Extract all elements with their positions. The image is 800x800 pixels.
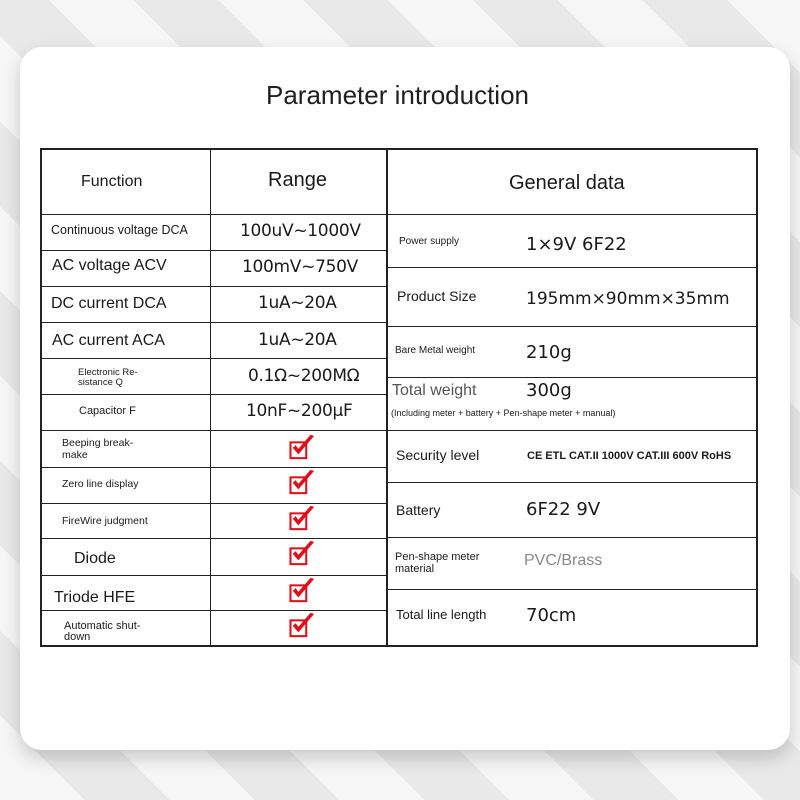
row-divider [40, 467, 388, 468]
function-label-line2: make [62, 449, 88, 461]
row-divider [386, 377, 758, 378]
table-border-left [40, 148, 42, 647]
general-value: PVC/Brass [524, 552, 603, 569]
row-divider [40, 538, 388, 539]
row-divider [40, 286, 388, 287]
general-label: Security level [396, 447, 480, 463]
function-label: AC current ACA [52, 332, 165, 349]
general-label-line1: Pen-shape meter [395, 551, 480, 563]
general-value: 195mm×90mm×35mm [526, 289, 730, 309]
column-divider-2 [386, 148, 388, 647]
general-label: Total weight [392, 382, 477, 399]
function-label: FireWire judgment [62, 515, 148, 527]
general-label: Power supply [399, 236, 460, 247]
checkmark-icon [288, 505, 318, 531]
row-divider [386, 326, 758, 327]
general-label: Product Size [397, 288, 477, 304]
page-title: Parameter introduction [265, 80, 530, 110]
general-value: 300g [526, 380, 572, 401]
header-general-data: General data [509, 172, 625, 194]
range-value: 1uA~20A [258, 293, 337, 313]
row-divider [40, 430, 388, 431]
function-label: AC voltage ACV [52, 257, 167, 274]
range-value: 1uA~20A [258, 330, 337, 350]
row-divider [40, 358, 388, 359]
row-divider [386, 537, 758, 538]
function-label-line1: Beeping break- [62, 437, 134, 449]
function-label-line2: down [64, 631, 91, 643]
row-divider [386, 214, 758, 215]
general-label: Battery [396, 502, 441, 518]
checkmark-icon [288, 469, 318, 495]
function-label: Zero line display [62, 478, 139, 490]
function-label: Capacitor F [79, 405, 136, 417]
row-divider [40, 322, 388, 323]
function-label-line1: Electronic Re- [78, 367, 138, 378]
general-value: 70cm [526, 605, 577, 626]
header-range: Range [268, 169, 327, 191]
general-value: CE ETL CAT.II 1000V CAT.III 600V RoHS [527, 450, 732, 462]
table-border-bottom [40, 645, 758, 647]
general-value: 1×9V 6F22 [526, 234, 627, 255]
general-value: 6F22 9V [526, 499, 601, 520]
function-label: Continuous voltage DCA [51, 223, 188, 237]
table-border-top [40, 148, 758, 150]
header-function: Function [81, 173, 143, 190]
table-border-right [756, 148, 758, 647]
column-divider-1 [210, 148, 211, 647]
range-value: 100mV~750V [242, 257, 358, 277]
row-divider [386, 589, 758, 590]
general-note: (Including meter + battery + Pen-shape meter + manual) [391, 408, 616, 418]
row-divider [40, 394, 388, 395]
range-value: 0.1Ω~200MΩ [248, 366, 360, 386]
checkmark-icon [288, 577, 318, 603]
row-divider [40, 250, 388, 251]
checkmark-icon [288, 434, 318, 460]
general-label: Bare Metal weight [395, 345, 476, 356]
row-divider [386, 267, 758, 268]
row-divider [386, 482, 758, 483]
function-label: DC current DCA [51, 295, 167, 312]
function-label: Diode [74, 550, 116, 567]
row-divider [40, 503, 388, 504]
row-divider [40, 214, 388, 215]
row-divider [40, 575, 388, 576]
range-value: 100uV~1000V [240, 221, 361, 241]
function-label: Triode HFE [54, 589, 136, 606]
row-divider [40, 610, 388, 611]
general-label-line2: material [395, 563, 435, 575]
general-value: 210g [526, 342, 572, 363]
range-value: 10nF~200μF [246, 401, 353, 421]
checkmark-icon [288, 612, 318, 638]
row-divider [386, 430, 758, 431]
checkmark-icon [288, 540, 318, 566]
function-label-line1: Automatic shut- [64, 620, 141, 632]
general-label: Total line length [396, 607, 487, 622]
function-label-line2: sistance Q [78, 377, 123, 388]
